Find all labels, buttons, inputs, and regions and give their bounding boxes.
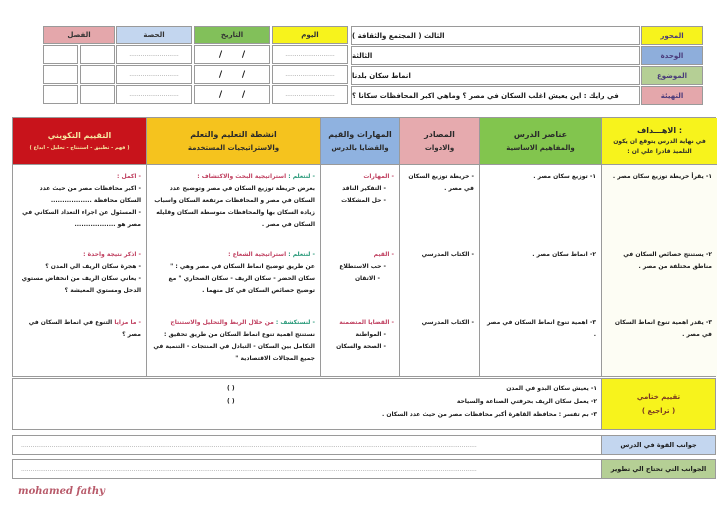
activities-body bbox=[147, 165, 320, 376]
class-field-b[interactable] bbox=[80, 65, 115, 84]
final-assessment-label bbox=[601, 379, 715, 429]
label-date: التاريخ bbox=[194, 26, 270, 44]
label-class: الفصل bbox=[43, 26, 115, 44]
day-field[interactable]: .......................... bbox=[272, 65, 348, 84]
answer-brackets[interactable]: ( ) bbox=[227, 385, 235, 392]
improvement-row bbox=[12, 459, 716, 479]
skills-group-item: - التفكير الناقد bbox=[342, 185, 386, 192]
issues-group-item: - المواطنة bbox=[355, 331, 386, 338]
element-item: ١- توزيع سكان مصر . bbox=[533, 173, 596, 180]
activities-subtitle: والاستراتيجيات المستخدمة bbox=[187, 144, 280, 152]
activity-strategy: استراتيجية الشعاع : bbox=[228, 251, 287, 258]
final-assessment-sublabel: ( تراجيع ) bbox=[641, 407, 676, 415]
assessment-title: التقييم التكويني bbox=[47, 131, 112, 140]
objectives-column bbox=[601, 118, 717, 376]
objective-item: ٣- يقدر اهمية تنوع انماط السكان في مصر . bbox=[614, 319, 712, 338]
period-field[interactable]: .......................... bbox=[116, 85, 192, 104]
assessment-line: التنوع في انماط السكان في مصر ؟ bbox=[28, 319, 141, 338]
resources-column bbox=[399, 118, 479, 376]
date-separator: / bbox=[218, 69, 223, 80]
resource-item: - خريطة توزيع السكان في مصر . bbox=[408, 173, 474, 192]
assessment-line: - يعاني سكان الريف من انخفاض مستوي الدخل ومستوي المعيشة ؟ bbox=[21, 275, 141, 294]
resource-item: - الكتاب المدرسي bbox=[421, 251, 474, 258]
period-field[interactable]: .......................... bbox=[116, 65, 192, 84]
date-separator: / bbox=[241, 89, 246, 100]
final-item bbox=[127, 395, 597, 408]
activity-strategy: استراتيجية البحث والاكتشاف : bbox=[197, 173, 287, 180]
activities-column bbox=[146, 118, 320, 376]
assessment-block-head: - اكمل : bbox=[117, 173, 141, 180]
objectives-header bbox=[602, 118, 717, 165]
objectives-title: الاهـــداف : bbox=[636, 125, 683, 135]
date-field[interactable] bbox=[194, 85, 270, 104]
final-assessment-row bbox=[12, 378, 716, 430]
resources-subtitle: والادوات bbox=[424, 144, 455, 152]
elements-header bbox=[480, 118, 601, 165]
element-item: ٢- انماط سكان مصر . bbox=[532, 251, 596, 258]
axis-label: المحور bbox=[641, 26, 703, 45]
skills-group-head: - المهارات bbox=[363, 173, 394, 180]
assessment-subtitle: ( فهم - تطبيق - استنتاج - تحليل - ابداع ) bbox=[29, 145, 130, 151]
date-separator: / bbox=[218, 49, 223, 60]
warmup-value: في رايك : اين يعيش اغلب السكان في مصر ؟ وماهي اكبر المحافظات سكانا ؟ bbox=[351, 86, 640, 105]
date-separator: / bbox=[241, 49, 246, 60]
assessment-column bbox=[13, 118, 146, 376]
activity-lead: - لنتعلم : bbox=[288, 251, 315, 258]
warmup-label: التهيئة bbox=[641, 86, 703, 105]
author-signature: mohamed fathy bbox=[18, 486, 105, 497]
activities-title: انشطة التعليم والتعلم bbox=[190, 130, 277, 139]
skills-subtitle: والقضايا بالدرس bbox=[331, 144, 389, 152]
elements-column bbox=[479, 118, 601, 376]
class-field-b[interactable] bbox=[80, 45, 115, 64]
objective-item: ١- يقرأ خريطة توزيع سكان مصر . bbox=[612, 173, 712, 180]
final-assessment-items bbox=[127, 382, 597, 421]
resources-body bbox=[400, 165, 479, 376]
activity-text: نستنتج اهمية تنوع انماط السكان من طريق تحقيق : التكامل بين السكان - التبادل في المنتجات - التنمية في جميع المجالات الاقتصادية " bbox=[153, 331, 315, 362]
date-separator: / bbox=[241, 69, 246, 80]
skills-body bbox=[321, 165, 399, 376]
resources-header bbox=[400, 118, 479, 165]
date-field[interactable] bbox=[194, 65, 270, 84]
class-field-b[interactable] bbox=[80, 85, 115, 104]
skills-column bbox=[320, 118, 399, 376]
answer-brackets[interactable]: ( ) bbox=[227, 398, 235, 405]
topic-value: انماط سكان بلدنا bbox=[351, 66, 640, 85]
activity-strategy: من خلال الربط والتحليل والاستنتاج bbox=[170, 319, 274, 326]
activity-text: عن طريق توضيح انماط السكان في مصر وهي : " سكان الحضر - سكان الريف - سكان الصحاري " مع توضيح خصائص السكان في كل منهما . bbox=[168, 263, 315, 294]
values-group-item: - حب الاستطلاع bbox=[339, 263, 386, 270]
improvement-label: الجوانب التي تحتاج الي تطوير bbox=[601, 460, 715, 478]
assessment-header bbox=[13, 118, 146, 165]
element-item: ٣- اهمية تنوع انماط السكان في مصر . bbox=[486, 319, 596, 338]
unit-value: الثالثة bbox=[351, 46, 640, 65]
label-period: الحصة bbox=[116, 26, 192, 44]
objective-item: ٢- يستنتج خصائص السكان في مناطق مختلفة من مصر . bbox=[623, 251, 712, 270]
values-group-head: - القيم bbox=[373, 251, 394, 258]
improvement-field[interactable]: ............................................................................................................................................................................................................................................... bbox=[21, 466, 477, 473]
final-item: ٣- بم تفسر : محافظة القاهرة أكبر محافظات مصر من حيث عدد السكان . bbox=[382, 411, 597, 418]
elements-title: عناصر الدرس bbox=[513, 130, 568, 139]
assessment-line: - المسئول عن اجراء التعداد السكاني في مصر هو .................. bbox=[22, 209, 141, 228]
unit-label: الوحدة bbox=[641, 46, 703, 65]
final-item-text: ١- يعيش سكان البدو في المدن bbox=[506, 385, 597, 392]
activity-text: بعرض خريطة توزيع السكان في مصر وتوضيح عدد السكان في مصر و المحافظات مرتفعة السكان واسباب زياده السكان بها والمحافظات متوسطة السكان وقليله السكان في مصر . bbox=[154, 185, 315, 228]
skills-title: المهارات والقيم bbox=[328, 130, 392, 139]
period-field[interactable]: .......................... bbox=[116, 45, 192, 64]
activity-lead: - لنتعلم : bbox=[288, 173, 315, 180]
resource-item: - الكتاب المدرسي bbox=[421, 319, 474, 326]
objectives-body bbox=[602, 165, 717, 376]
strengths-label: جوانب القوة في الدرس bbox=[601, 436, 715, 454]
skills-header bbox=[321, 118, 399, 165]
assessment-line: - هجرة سكان الريف الي المدن ؟ bbox=[45, 263, 141, 270]
date-field[interactable] bbox=[194, 45, 270, 64]
final-item-text: ٢- يعمل سكان الريف بحرفتي الصناعة والسياحة bbox=[456, 398, 597, 405]
assessment-line: - اكبر محافظات مصر من حيث عدد السكان محافظة .................. bbox=[39, 185, 141, 204]
strengths-field[interactable]: ............................................................................................................................................................................................................................................... bbox=[21, 442, 477, 449]
class-field-a[interactable] bbox=[43, 45, 78, 64]
class-field-a[interactable] bbox=[43, 85, 78, 104]
label-day: اليوم bbox=[272, 26, 348, 44]
objectives-subtitle: في نهاية الدرس يتوقع ان يكون التلميذ قادرا علي ان : bbox=[613, 137, 706, 155]
final-assessment-title: تقييم ختامي bbox=[636, 393, 681, 401]
assessment-block-head: - ما مزايا bbox=[114, 319, 141, 326]
elements-body bbox=[480, 165, 601, 376]
values-group-item: - الاتقان bbox=[354, 275, 380, 282]
issues-group-head: - القضايا المتضمنة bbox=[339, 319, 394, 326]
skills-group-item: - حل المشكلات bbox=[341, 197, 386, 204]
elements-subtitle: والمفاهيم الاساسية bbox=[506, 144, 575, 152]
activity-lead: - لنستكشف : bbox=[275, 319, 315, 326]
date-separator: / bbox=[218, 89, 223, 100]
topic-label: الموضوع bbox=[641, 66, 703, 85]
strengths-row bbox=[12, 435, 716, 455]
class-field-a[interactable] bbox=[43, 65, 78, 84]
axis-value: الثالث ( المجتمع والثقافة ) bbox=[351, 26, 640, 45]
final-item bbox=[127, 382, 597, 395]
day-field[interactable]: .......................... bbox=[272, 85, 348, 104]
assessment-block-head: - اذكر نتيجة واحدة : bbox=[83, 251, 141, 258]
issues-group-item: - الصحة والسكان bbox=[336, 343, 386, 350]
resources-title: المصادر bbox=[424, 130, 455, 139]
day-field[interactable]: .......................... bbox=[272, 45, 348, 64]
assessment-body bbox=[13, 165, 146, 376]
lesson-plan-table bbox=[12, 117, 716, 377]
activities-header bbox=[147, 118, 320, 165]
